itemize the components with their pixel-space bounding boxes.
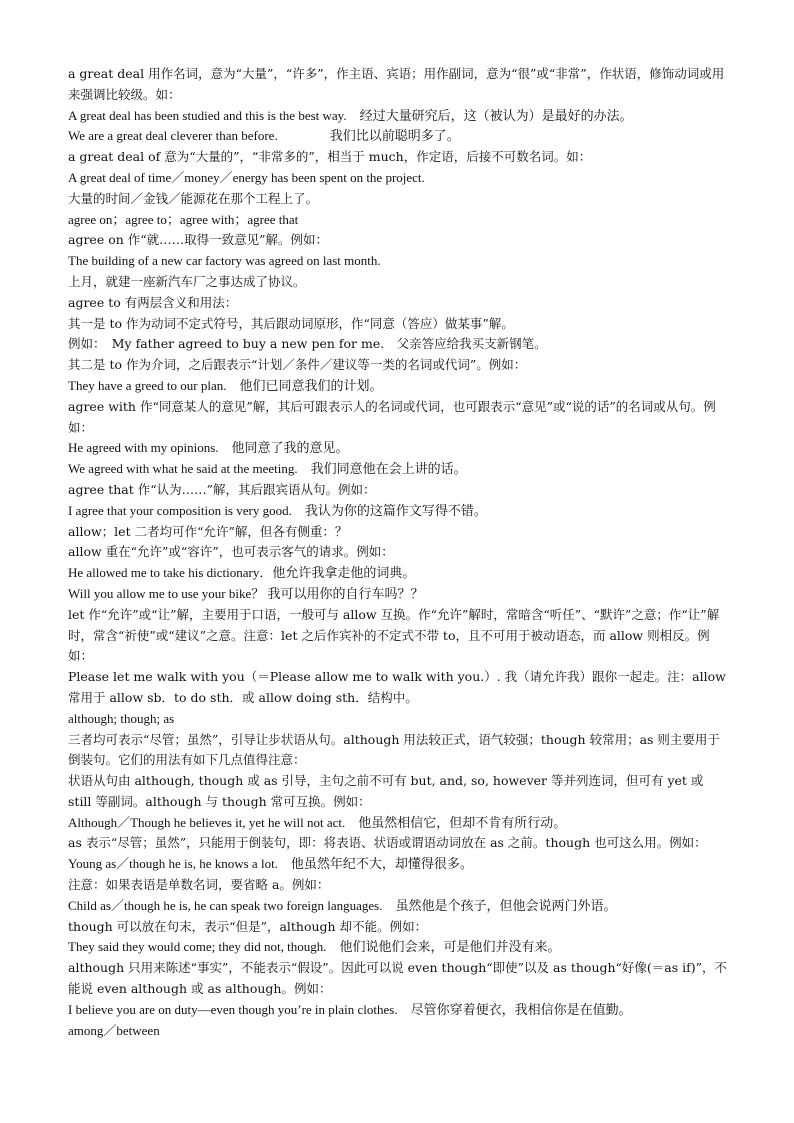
paragraph: agree to 有两层含义和用法：	[68, 294, 238, 310]
document-page	[68, 64, 728, 1041]
translation-line: 大量的时间／金钱／能源花在那个工程上了。	[68, 190, 319, 206]
example-sentence: 例如： My father agreed to buy a new pen for me. 父亲答应给我买支新钢笔。	[68, 336, 547, 352]
example-sentence: I believe you are on duty—even though you’re in plain clothes. 尽管你穿着便衣，我相信你是在值勤。	[68, 1001, 632, 1017]
section-heading: allow；let 二者均可作“允许”解，但各有侧重：？	[68, 523, 348, 539]
paragraph: 其一是 to 作为动词不定式符号，其后跟动词原形，作“同意（答应）做某事”解。	[68, 315, 514, 331]
translation-line: 上月，就建一座新汽车厂之事达成了协议。	[68, 273, 306, 289]
section-heading: agree on；agree to；agree with；agree that	[68, 211, 299, 227]
paragraph: 其二是 to 作为介词，之后跟表示“计划／条件／建议等一类的名词或代词”。例如：	[68, 357, 527, 373]
example-sentence: I agree that your composition is very good. 我认为你的这篇作文写得不错。	[68, 502, 487, 518]
paragraph: let 作“允许”或“让”解，主要用于口语，一般可与 allow 互换。作“允许”解时，常暗含“听任”、“默许”之意；作“让”解时，常含“祈使”或“建议”之意。注意：let 之后作宾补的不定式不带 to，且不可用于被动语态，而 allow 则相反。例如：	[68, 606, 720, 664]
paragraph: a great deal of 意为“大量的”，“非常多的”，相当于 much，作定语，后接不可数名词。如：	[68, 149, 592, 165]
example-sentence: Young as／though he is, he knows a lot. 他虽然年纪不大，却懂得很多。	[68, 856, 473, 872]
paragraph: allow 重在“允许”或“容许”，也可表示客气的请求。例如：	[68, 544, 394, 560]
paragraph: agree that 作“认为……”解，其后跟宾语从句。例如：	[68, 481, 376, 497]
example-sentence: Child as／though he is, he can speak two foreign languages. 虽然他是个孩子，但他会说两门外语。	[68, 897, 617, 913]
example-sentence: Will you allow me to use your bike？ 我可以用你的自行车吗？？	[68, 585, 424, 601]
paragraph: agree on 作“就……取得一致意见”解。例如：	[68, 232, 329, 248]
example-sentence: They said they would come; they did not, though. 他们说他们会来，可是他们并没有来。	[68, 939, 561, 955]
paragraph: though 可以放在句末，表示“但是”，although 却不能。例如：	[68, 918, 428, 934]
section-heading: although; though; as	[68, 710, 175, 726]
section-heading: among／between	[68, 1022, 160, 1038]
example-sentence: We agreed with what he said at the meeting. 我们同意他在会上讲的话。	[68, 461, 467, 477]
example-sentence: He agreed with my opinions. 他同意了我的意见。	[68, 440, 349, 456]
example-sentence: Although／Though he believes it, yet he will not act. 他虽然相信它，但却不肯有所行动。	[68, 814, 567, 830]
example-sentence: We are a great deal cleverer than before. 我们比以前聪明多了。	[68, 128, 460, 144]
paragraph: 注意：如果表语是单数名词，要省略 a。例如：	[68, 877, 330, 893]
example-sentence: A great deal of time／money／energy has been spent on the project.	[68, 169, 425, 185]
paragraph: agree with 作“同意某人的意见”解，其后可跟表示人的名词或代词，也可跟表示“意见”或“说的话”的名词或从句。例如：	[68, 398, 716, 435]
example-sentence: They have a greed to our plan. 他们已同意我们的计划。	[68, 377, 383, 393]
example-sentence: He allowed me to take his dictionary．他允许我拿走他的词典。	[68, 565, 416, 581]
paragraph: a great deal 用作名词，意为“大量”，“许多”，作主语、宾语；用作副词，意为“很”或“非常”，作状语，修饰动词或用来强调比较级。如：	[68, 66, 725, 102]
paragraph: as 表示“尽管；虽然”，只能用于倒装句，即：将表语、状语或谓语动词放在 as 之前。though 也可这么用。例如：	[68, 835, 707, 851]
example-sentence: The building of a new car factory was agreed on last month.	[68, 253, 381, 269]
example-sentence: A great deal has been studied and this is the best way. 经过大量研究后，这（被认为）是最好的办法。	[68, 107, 633, 123]
paragraph: 状语从句由 although, though 或 as 引导，主句之前不可有 but, and, so, however 等并列连词，但可有 yet 或 still 等副词。although 与 though 常可互换。例如：	[68, 773, 704, 809]
paragraph: 三者均可表示“尽管；虽然”，引导让步状语从句。although 用法较正式，语气较强；though 较常用；as 则主要用于倒装句。它们的用法有如下几点值得注意：	[68, 731, 720, 768]
example-sentence: Please let me walk with you（＝Please allow me to walk with you.）. 我（请允许我）跟你一起走。注：allow 常用于 allow sb．to do sth．或 allow doing sth．结构中。	[68, 669, 726, 705]
paragraph: although 只用来陈述“事实”，不能表示“假设”。因此可以说 even though“即使”以及 as though“好像(＝as if)”，不能说 even although 或 as although。例如：	[68, 960, 728, 997]
